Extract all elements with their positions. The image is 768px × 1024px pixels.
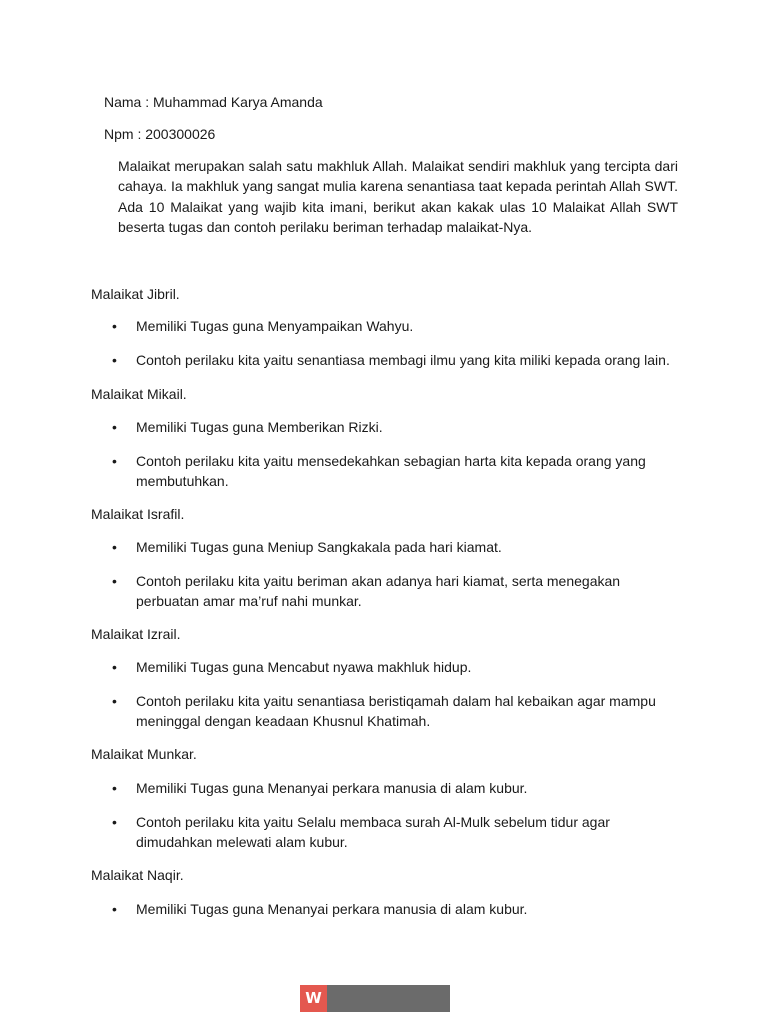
section-title-naqir: Malaikat Naqir. [91,867,184,883]
list-item [112,812,678,853]
student-npm: Npm : 200300026 [104,126,216,142]
list-item [112,537,678,557]
list-item [112,778,678,798]
section-title-izrail: Malaikat Izrail. [91,626,181,642]
bullet-icon: • [112,814,117,830]
intro-paragraph: Malaikat merupakan salah satu makhluk Allah. Malaikat sendiri makhluk yang tercipta dari cahaya. Ia makhluk yang sangat mulia karena senantiasa taat kepada perintah Allah SWT. Ada 10 Malaikat yang wajib kita imani, berikut akan kakak ulas 10 Malaikat Allah SWT beserta tugas dan contoh perilaku beriman terhadap malaikat-Nya. [118,158,678,235]
list-item-text: Memiliki Tugas guna Meniup Sangkakala pada hari kiamat. [136,539,502,555]
section-title-israfil: Malaikat Israfil. [91,506,185,522]
bullet-icon: • [112,573,117,589]
bullet-icon: • [112,352,117,368]
list-item-text: Memiliki Tugas guna Memberikan Rizki. [136,419,383,435]
bullet-icon: • [112,659,117,675]
bullet-icon: • [112,780,117,796]
list-item-text: Contoh perilaku kita yaitu Selalu membaca surah Al-Mulk sebelum tidur agar dimudahkan melewati alam kubur. [136,814,610,851]
list-item-text: Contoh perilaku kita yaitu mensedekahkan sebagian harta kita kepada orang yang membutuhkan. [136,453,646,490]
list-item [112,451,678,492]
list-item [112,691,678,732]
list-item [112,350,678,370]
wps-logo-icon: W [300,985,327,1012]
list-item-text: Memiliki Tugas guna Menanyai perkara manusia di alam kubur. [136,901,528,917]
list-item-text: Contoh perilaku kita yaitu senantiasa membagi ilmu yang kita miliki kepada orang lain. [136,352,670,368]
student-name: Nama : Muhammad Karya Amanda [104,94,323,110]
bullet-icon: • [112,419,117,435]
bullet-icon: • [112,693,117,709]
section-title-jibril: Malaikat Jibril. [91,286,180,302]
list-item-text: Memiliki Tugas guna Menyampaikan Wahyu. [136,318,414,334]
list-item-text: Contoh perilaku kita yaitu beriman akan adanya hari kiamat, serta menegakan perbuatan amar ma’ruf nahi munkar. [136,573,621,610]
bullet-icon: • [112,901,117,917]
list-item [112,899,678,919]
list-item [112,571,678,612]
list-item [112,316,678,336]
bullet-icon: • [112,318,117,334]
bullet-icon: • [112,453,117,469]
list-item [112,417,678,437]
bullet-icon: • [112,539,117,555]
list-item-text: Contoh perilaku kita yaitu senantiasa beristiqamah dalam hal kebaikan agar mampu meninggal dengan keadaan Khusnul Khatimah. [136,693,656,730]
section-title-mikail: Malaikat Mikail. [91,386,187,402]
list-item-text: Memiliki Tugas guna Menanyai perkara manusia di alam kubur. [136,780,528,796]
section-title-munkar: Malaikat Munkar. [91,746,197,762]
list-item-text: Memiliki Tugas guna Mencabut nyawa makhluk hidup. [136,659,472,675]
list-item [112,657,678,677]
